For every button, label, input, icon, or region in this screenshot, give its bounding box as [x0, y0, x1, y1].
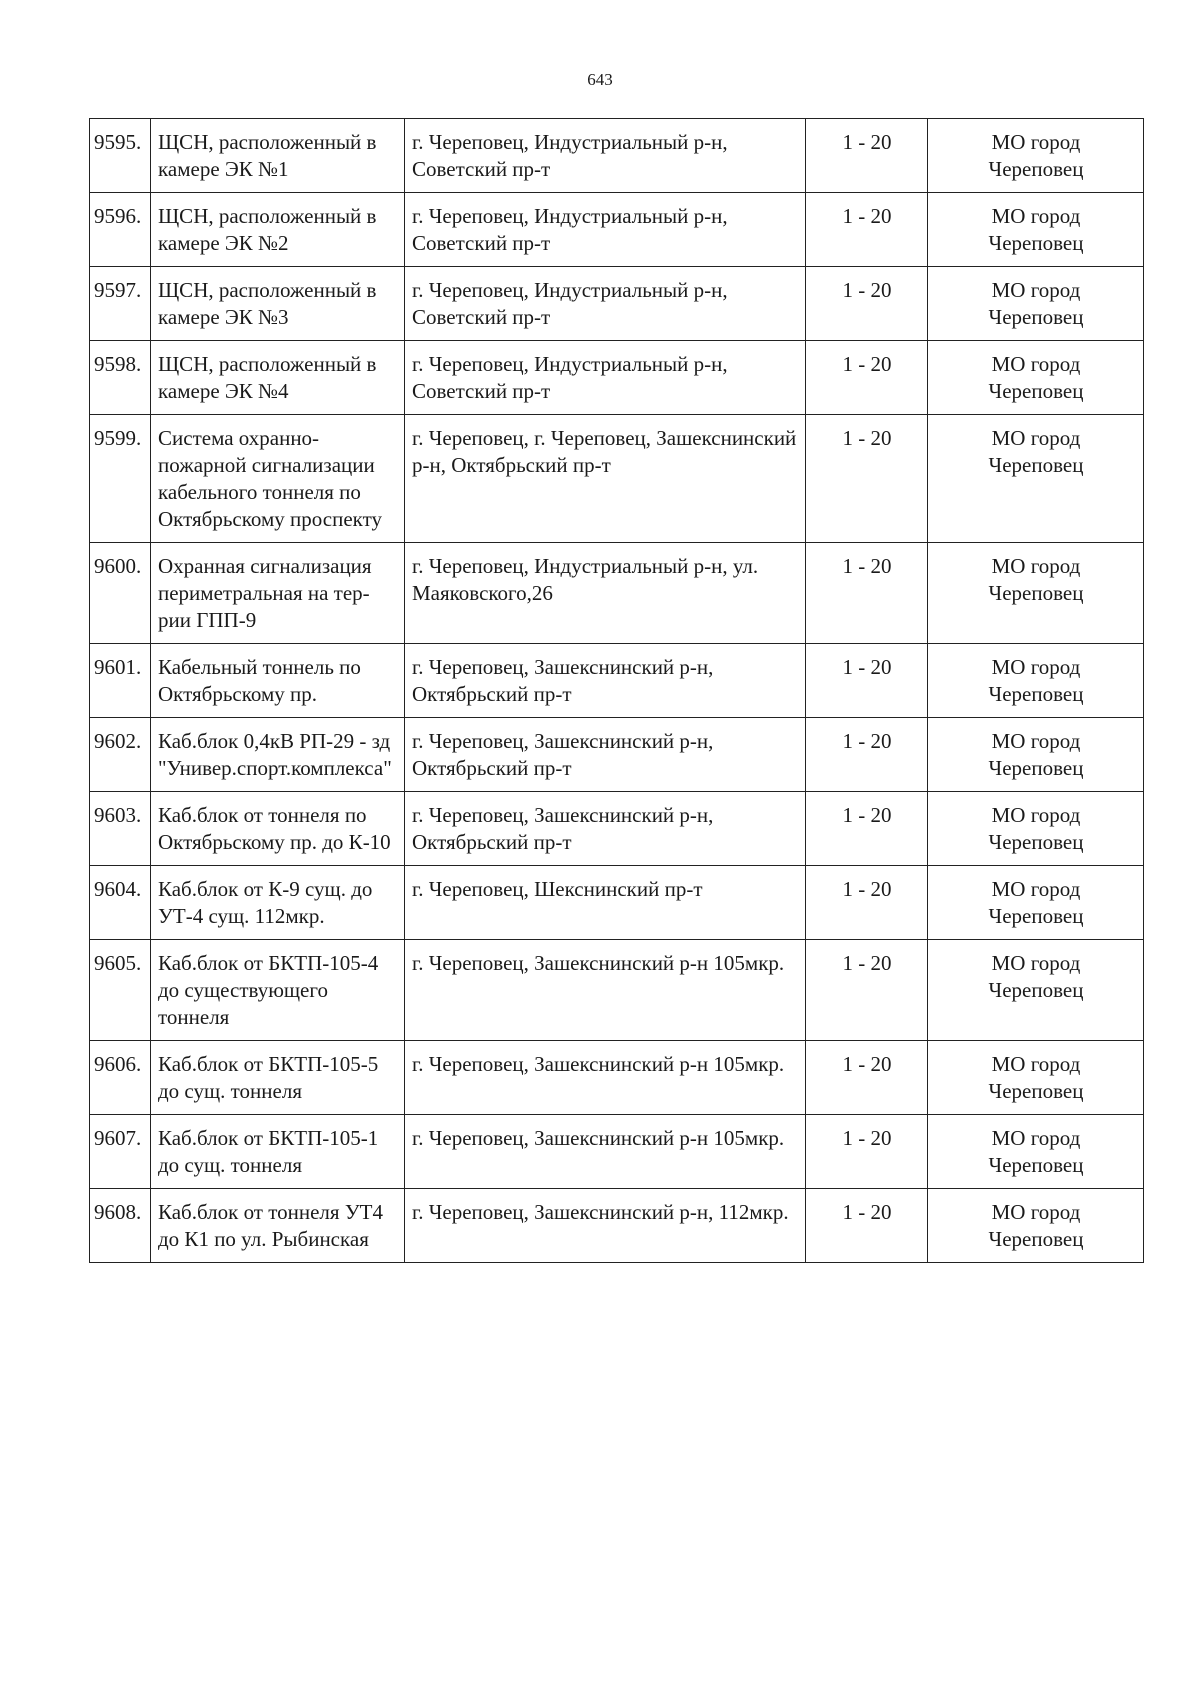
table-row: [90, 415, 1144, 543]
object-address: г. Череповец, Зашекснинский р-н, 112мкр.: [405, 1189, 806, 1263]
row-number: 9603.: [90, 792, 151, 866]
owner-line-1: МО город: [991, 655, 1081, 679]
object-owner: [928, 119, 1144, 193]
object-range: 1 - 20: [806, 543, 928, 644]
row-number: 9605.: [90, 940, 151, 1041]
object-address: г. Череповец, Шекснинский пр-т: [405, 866, 806, 940]
owner-line-1: МО город: [991, 130, 1081, 154]
object-name: Каб.блок от БКТП-105-4 до существующего тоннеля: [151, 940, 405, 1041]
object-owner: [928, 1041, 1144, 1115]
object-name: ЩСН, расположенный в камере ЭК №4: [151, 341, 405, 415]
object-address: г. Череповец, Зашекснинский р-н, Октябрьский пр-т: [405, 792, 806, 866]
owner-line-2: Череповец: [988, 904, 1084, 928]
table-row: [90, 341, 1144, 415]
object-name: ЩСН, расположенный в камере ЭК №3: [151, 267, 405, 341]
object-owner: [928, 866, 1144, 940]
row-number: 9599.: [90, 415, 151, 543]
object-name: Каб.блок от тоннеля УТ4 до К1 по ул. Рыбинская: [151, 1189, 405, 1263]
table-row: [90, 1115, 1144, 1189]
table-row: [90, 718, 1144, 792]
object-name: Каб.блок 0,4кВ РП-29 - зд "Универ.спорт.комплекса": [151, 718, 405, 792]
object-address: г. Череповец, Зашекснинский р-н 105мкр.: [405, 940, 806, 1041]
owner-line-1: МО город: [991, 1052, 1081, 1076]
table-row: [90, 267, 1144, 341]
owner-line-1: МО город: [991, 278, 1081, 302]
owner-line-1: МО город: [991, 204, 1081, 228]
table-row: [90, 866, 1144, 940]
object-name: ЩСН, расположенный в камере ЭК №1: [151, 119, 405, 193]
row-number: 9598.: [90, 341, 151, 415]
table-row: [90, 940, 1144, 1041]
object-owner: [928, 792, 1144, 866]
object-name: Каб.блок от БКТП-105-5 до сущ. тоннеля: [151, 1041, 405, 1115]
object-range: 1 - 20: [806, 415, 928, 543]
owner-line-2: Череповец: [988, 581, 1084, 605]
object-address: г. Череповец, Зашекснинский р-н, Октябрьский пр-т: [405, 644, 806, 718]
owner-line-1: МО город: [991, 1200, 1081, 1224]
row-number: 9601.: [90, 644, 151, 718]
row-number: 9607.: [90, 1115, 151, 1189]
object-owner: [928, 267, 1144, 341]
row-number: 9604.: [90, 866, 151, 940]
page-number: 643: [587, 70, 613, 89]
object-address: г. Череповец, Индустриальный р-н, Советский пр-т: [405, 267, 806, 341]
table-row: [90, 792, 1144, 866]
object-range: 1 - 20: [806, 267, 928, 341]
owner-line-1: МО город: [991, 951, 1081, 975]
object-address: г. Череповец, Индустриальный р-н, Советский пр-т: [405, 193, 806, 267]
object-range: 1 - 20: [806, 792, 928, 866]
row-number: 9602.: [90, 718, 151, 792]
row-number: 9606.: [90, 1041, 151, 1115]
owner-line-1: МО город: [991, 352, 1081, 376]
row-number: 9595.: [90, 119, 151, 193]
owner-line-2: Череповец: [988, 157, 1084, 181]
owner-line-1: МО город: [991, 1126, 1081, 1150]
object-owner: [928, 644, 1144, 718]
owner-line-2: Череповец: [988, 305, 1084, 329]
object-owner: [928, 940, 1144, 1041]
object-range: 1 - 20: [806, 1041, 928, 1115]
object-name: Каб.блок от тоннеля по Октябрьскому пр. до К-10: [151, 792, 405, 866]
row-number: 9596.: [90, 193, 151, 267]
registry-table-body: [90, 119, 1144, 1263]
object-address: г. Череповец, Индустриальный р-н, ул. Маяковского,26: [405, 543, 806, 644]
owner-line-2: Череповец: [988, 830, 1084, 854]
object-name: Система охранно-пожарной сигнализации кабельного тоннеля по Октябрьскому проспекту: [151, 415, 405, 543]
owner-line-1: МО город: [991, 803, 1081, 827]
object-address: г. Череповец, Зашекснинский р-н, Октябрьский пр-т: [405, 718, 806, 792]
owner-line-2: Череповец: [988, 1153, 1084, 1177]
object-range: 1 - 20: [806, 940, 928, 1041]
object-address: г. Череповец, г. Череповец, Зашекснинский р-н, Октябрьский пр-т: [405, 415, 806, 543]
owner-line-2: Череповец: [988, 379, 1084, 403]
owner-line-2: Череповец: [988, 1079, 1084, 1103]
object-address: г. Череповец, Зашекснинский р-н 105мкр.: [405, 1041, 806, 1115]
owner-line-2: Череповец: [988, 453, 1084, 477]
object-range: 1 - 20: [806, 1189, 928, 1263]
table-row: [90, 1041, 1144, 1115]
owner-line-1: МО город: [991, 554, 1081, 578]
owner-line-2: Череповец: [988, 682, 1084, 706]
object-owner: [928, 415, 1144, 543]
owner-line-1: МО город: [991, 877, 1081, 901]
object-range: 1 - 20: [806, 193, 928, 267]
row-number: 9608.: [90, 1189, 151, 1263]
object-address: г. Череповец, Индустриальный р-н, Советский пр-т: [405, 341, 806, 415]
object-owner: [928, 1189, 1144, 1263]
table-row: [90, 119, 1144, 193]
object-owner: [928, 193, 1144, 267]
object-name: ЩСН, расположенный в камере ЭК №2: [151, 193, 405, 267]
object-range: 1 - 20: [806, 341, 928, 415]
object-range: 1 - 20: [806, 1115, 928, 1189]
row-number: 9600.: [90, 543, 151, 644]
object-range: 1 - 20: [806, 718, 928, 792]
registry-table: [89, 118, 1144, 1263]
object-name: Каб.блок от БКТП-105-1 до сущ. тоннеля: [151, 1115, 405, 1189]
object-address: г. Череповец, Зашекснинский р-н 105мкр.: [405, 1115, 806, 1189]
owner-line-1: МО город: [991, 426, 1081, 450]
object-name: Кабельный тоннель по Октябрьскому пр.: [151, 644, 405, 718]
object-name: Каб.блок от К-9 сущ. до УТ-4 сущ. 112мкр.: [151, 866, 405, 940]
row-number: 9597.: [90, 267, 151, 341]
object-owner: [928, 341, 1144, 415]
object-owner: [928, 718, 1144, 792]
table-row: [90, 193, 1144, 267]
object-owner: [928, 543, 1144, 644]
owner-line-2: Череповец: [988, 756, 1084, 780]
object-range: 1 - 20: [806, 866, 928, 940]
table-row: [90, 1189, 1144, 1263]
object-range: 1 - 20: [806, 119, 928, 193]
object-owner: [928, 1115, 1144, 1189]
owner-line-2: Череповец: [988, 978, 1084, 1002]
owner-line-1: МО город: [991, 729, 1081, 753]
object-name: Охранная сигнализация периметральная на тер-рии ГПП-9: [151, 543, 405, 644]
table-row: [90, 543, 1144, 644]
owner-line-2: Череповец: [988, 231, 1084, 255]
object-address: г. Череповец, Индустриальный р-н, Советский пр-т: [405, 119, 806, 193]
owner-line-2: Череповец: [988, 1227, 1084, 1251]
object-range: 1 - 20: [806, 644, 928, 718]
table-row: [90, 644, 1144, 718]
